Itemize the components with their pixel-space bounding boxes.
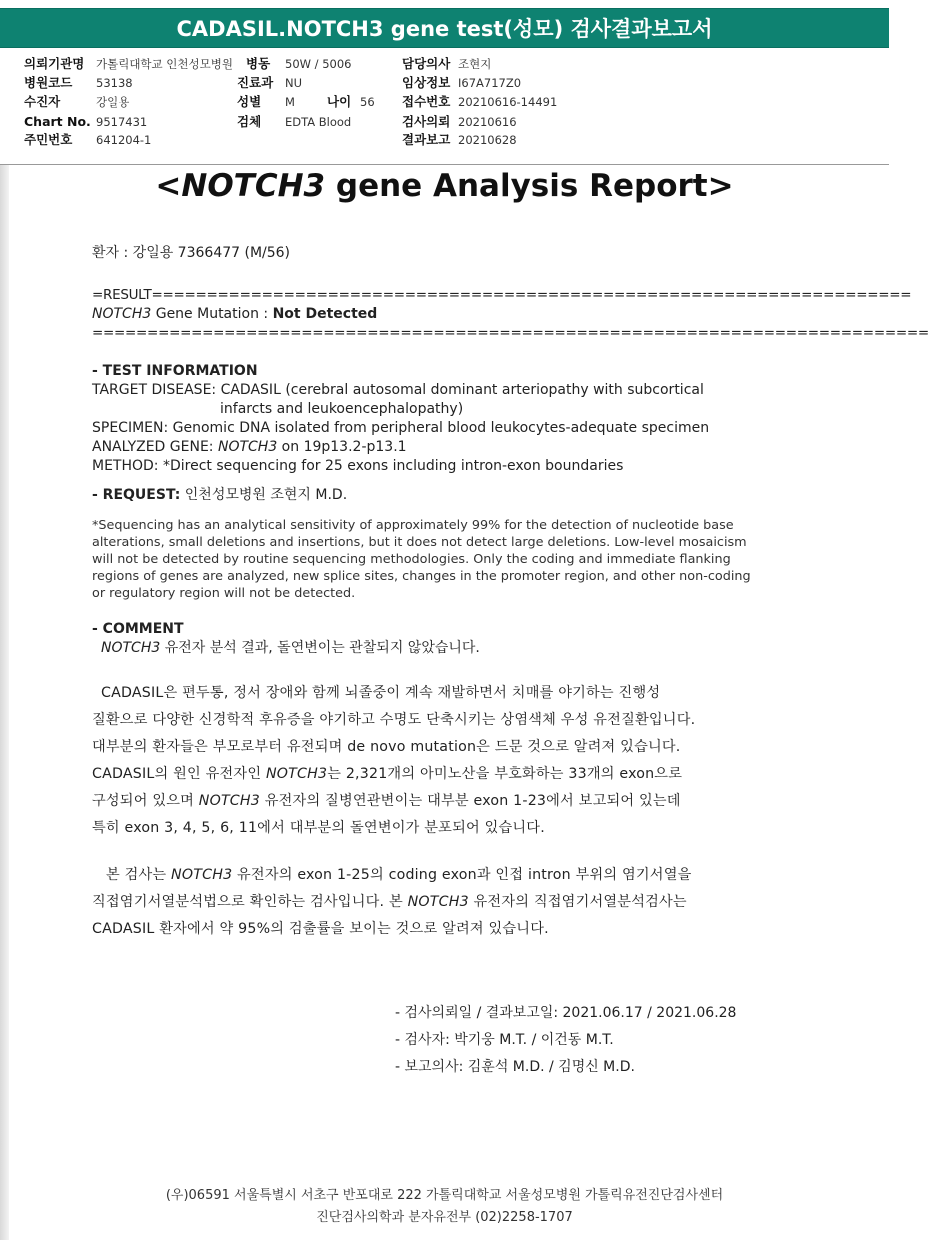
ward-value: 50W / 5006 <box>285 57 352 71</box>
report-date-label: 결과보고 <box>402 132 451 147</box>
paragraph-line <box>92 788 782 815</box>
specimen-label: 검체 <box>237 114 262 129</box>
receipt-no-value: 20210616-14491 <box>458 95 558 109</box>
report-date-value: 20210628 <box>458 133 517 147</box>
sex-value: M <box>285 95 295 109</box>
dept-value: NU <box>285 76 303 90</box>
hospital-code-label: 병원코드 <box>24 75 73 90</box>
clinical-info-label: 임상정보 <box>402 75 451 90</box>
paragraph-text: 직접염기서열분석법으로 확인하는 검사입니다. 본 <box>92 894 408 910</box>
resident-no-label: 주민번호 <box>24 132 73 147</box>
result-value: Not Detected <box>272 306 378 322</box>
clinical-info-value: I67A717Z0 <box>458 76 522 90</box>
paragraph-line: 특히 exon 3, 4, 5, 6, 11에서 대부분의 돌연변이가 분포되어 있습니다. <box>92 820 545 836</box>
chart-no-label: Chart No. <box>24 114 91 129</box>
request-date-label: 검사의뢰 <box>402 114 451 129</box>
institution-value: 가톨릭대학교 인천성모병원 <box>96 57 233 71</box>
paragraph-text: CADASIL의 원인 유전자인 <box>92 766 266 782</box>
dept-label: 진료과 <box>237 75 274 90</box>
doctor-value: 조현지 <box>458 57 492 71</box>
footer-department-line: 진단검사의학과 분자유전부 (02)2258-1707 <box>316 1210 573 1225</box>
analyzed-gene-line <box>92 438 782 457</box>
comment-paragraph-1 <box>92 680 782 842</box>
footer-address-line: (우)06591 서울특별시 서초구 반포대로 222 가톨릭대학교 서울성모병원 가톨릭유전진단검사센터 <box>165 1188 724 1203</box>
paragraph-text: 는 2,321개의 아미노산을 부호화하는 33개의 exon으로 <box>327 766 683 782</box>
paragraph-text: 유전자의 exon 1-25의 coding exon과 인접 intron 부위의 염기서열을 <box>232 867 692 883</box>
signature-block <box>395 1000 835 1081</box>
comment-section <box>92 620 782 658</box>
paragraph-gene: NOTCH3 <box>407 894 469 910</box>
test-information-section <box>92 362 782 476</box>
paragraph-line: CADASIL은 편두통, 정서 장애와 함께 뇌졸중이 계속 재발하면서 치매를 야기하는 진행성 <box>101 685 661 701</box>
result-footer-rule: ============================================================================ <box>92 325 929 341</box>
analyzed-gene-name: NOTCH3 <box>217 439 278 455</box>
institution-label: 의뢰기관명 <box>24 56 85 71</box>
specimen-line: SPECIMEN: Genomic DNA isolated from peripheral blood leukocytes-adequate specimen <box>92 420 710 436</box>
patient-label: 수진자 <box>24 94 61 109</box>
request-date-value: 20210616 <box>458 115 517 129</box>
paragraph-text: 구성되어 있으며 <box>92 793 199 809</box>
result-gene: NOTCH3 <box>92 306 152 322</box>
paragraph-gene: NOTCH3 <box>265 766 328 782</box>
hospital-code-value: 53138 <box>96 76 133 90</box>
comment-paragraph-2 <box>92 862 782 943</box>
disclaimer-line: *Sequencing has an analytical sensitivity of approximately 99% for the detection of nucleotide base <box>92 518 734 533</box>
result-text: Gene Mutation : <box>151 306 273 322</box>
paragraph-line <box>92 889 782 916</box>
ward-label: 병동 <box>246 56 271 71</box>
page-edge-shadow <box>0 165 9 1240</box>
paragraph-text: 본 검사는 <box>106 867 172 883</box>
age-label: 나이 <box>327 94 352 109</box>
comment-gene: NOTCH3 <box>101 640 161 656</box>
header-title: CADASIL.NOTCH3 gene test(성모) 검사결과보고서 <box>176 17 713 41</box>
age-value: 56 <box>360 95 375 109</box>
disclaimer-section <box>92 517 782 602</box>
report-title-bar <box>0 8 889 48</box>
analysis-report-title <box>0 168 889 204</box>
technicians-line: - 검사자: 박기웅 M.T. / 이건동 M.T. <box>395 1032 614 1048</box>
target-disease-line-2: infarcts and leukoencephalopathy) <box>220 401 464 417</box>
reporting-physicians-line: - 보고의사: 김훈석 M.D. / 김명신 M.D. <box>395 1059 635 1075</box>
chart-no-value: 9517431 <box>96 115 148 129</box>
title-gene: NOTCH3 <box>181 168 326 204</box>
receipt-no-label: 접수번호 <box>402 94 451 109</box>
disclaimer-line: will not be detected by routine sequencing methodologies. Only the coding and immediate flanking <box>92 552 731 567</box>
paragraph-line <box>92 862 782 889</box>
test-info-heading: - TEST INFORMATION <box>92 363 258 379</box>
paragraph-line: 대부분의 환자들은 부모로부터 유전되며 de novo mutation은 드문 것으로 알려져 있습니다. <box>92 739 681 755</box>
paragraph-text: 유전자의 질병연관변이는 대부분 exon 1-23에서 보고되어 있는데 <box>260 793 681 809</box>
sex-label: 성별 <box>237 94 262 109</box>
analyzed-gene-suffix: on 19p13.2-p13.1 <box>277 439 407 455</box>
footer-address <box>0 1185 889 1229</box>
report-dates-line: - 검사의뢰일 / 결과보고일: 2021.06.17 / 2021.06.28 <box>395 1005 737 1021</box>
comment-heading: - COMMENT <box>92 621 184 637</box>
patient-line-text: 환자 : 강일용 7366477 (M/56) <box>92 245 291 261</box>
patient-line <box>92 244 782 263</box>
paragraph-line: 질환으로 다양한 신경학적 후유증을 야기하고 수명도 단축시키는 상염색체 우성 유전질환입니다. <box>92 712 696 728</box>
method-line: METHOD: *Direct sequencing for 25 exons including intron-exon boundaries <box>92 458 624 474</box>
disclaimer-line: regions of genes are analyzed, new splice sites, changes in the promoter region, and other non-coding <box>92 569 751 584</box>
specimen-value: EDTA Blood <box>285 115 352 129</box>
request-label: - REQUEST: <box>92 487 181 503</box>
result-header-rule: =RESULT===================================================================== <box>92 287 912 303</box>
analyzed-gene-prefix: ANALYZED GENE: <box>92 439 218 455</box>
patient-value: 강일용 <box>96 95 130 109</box>
paragraph-text: 유전자의 직접염기서열분석검사는 <box>468 894 687 910</box>
resident-no-value: 641204-1 <box>96 133 152 147</box>
result-line <box>92 305 782 324</box>
target-disease-line-1: TARGET DISEASE: CADASIL (cerebral autosomal dominant arteriopathy with subcortical <box>92 382 704 398</box>
comment-text: 유전자 분석 결과, 돌연변이는 관찰되지 않았습니다. <box>160 640 480 656</box>
request-value: 인천성모병원 조현지 M.D. <box>184 487 348 503</box>
paragraph-line <box>92 761 782 788</box>
paragraph-line: CADASIL 환자에서 약 95%의 검출률을 보이는 것으로 알려져 있습니다. <box>92 921 549 937</box>
disclaimer-line: alterations, small deletions and insertions, but it does not detect large deletions. Low-level mosaicism <box>92 535 747 550</box>
doctor-label: 담당의사 <box>402 56 451 71</box>
title-suffix: gene Analysis Report> <box>325 168 734 204</box>
result-block <box>92 286 929 343</box>
comment-result-line <box>92 639 782 658</box>
patient-info-header <box>0 50 889 165</box>
title-prefix: < <box>155 168 182 204</box>
disclaimer-line: or regulatory region will not be detected. <box>92 586 356 601</box>
request-section <box>92 486 782 505</box>
paragraph-gene: NOTCH3 <box>171 867 233 883</box>
paragraph-gene: NOTCH3 <box>198 793 261 809</box>
